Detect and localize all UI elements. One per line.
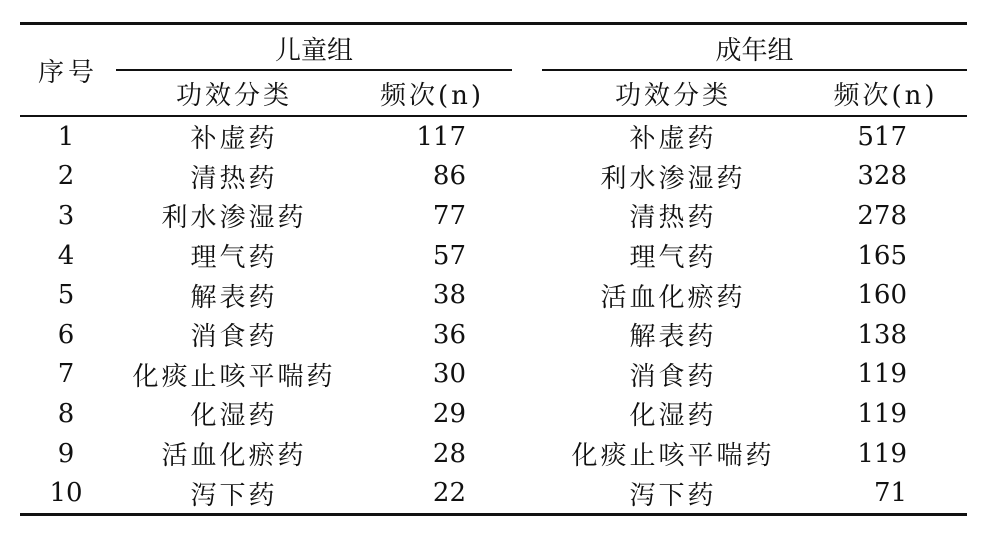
group-gap xyxy=(512,24,542,72)
adult-category-cell: 化痰止咳平喘药 xyxy=(571,441,775,472)
adult-frequency-cell: 119 xyxy=(857,398,908,429)
index-column-header: 序号 xyxy=(20,24,116,117)
row-gap xyxy=(512,473,542,514)
child-frequency-cell: 77 xyxy=(432,200,467,231)
adult-frequency-header: 频次(n) xyxy=(804,71,967,116)
child-category-cell: 解表药 xyxy=(190,282,278,313)
header-gap xyxy=(512,71,542,116)
adult-category-cell: 活血化瘀药 xyxy=(600,282,746,313)
child-group-title: 儿童组 xyxy=(275,35,354,66)
table-row xyxy=(20,315,967,355)
row-index: 6 xyxy=(57,319,75,350)
frequency-table-container xyxy=(20,22,967,516)
adult-category-cell: 解表药 xyxy=(629,322,717,353)
adult-frequency-cell: 138 xyxy=(857,319,908,350)
table-row xyxy=(20,116,967,157)
header-row-columns xyxy=(20,71,967,116)
row-gap xyxy=(512,275,542,315)
adult-group-title: 成年组 xyxy=(715,35,794,66)
child-category-cell: 利水渗湿药 xyxy=(161,203,307,234)
child-frequency-cell: 28 xyxy=(432,438,467,469)
row-gap xyxy=(512,157,542,197)
adult-frequency-cell: 517 xyxy=(857,121,908,152)
child-category-cell: 化湿药 xyxy=(190,401,278,432)
row-gap xyxy=(512,196,542,236)
adult-group-underline xyxy=(542,69,967,71)
adult-category-cell: 清热药 xyxy=(629,203,717,234)
table-row xyxy=(20,157,967,197)
table-body xyxy=(20,116,967,514)
herb-efficacy-frequency-table xyxy=(20,22,967,516)
child-category-cell: 补虚药 xyxy=(190,124,278,155)
adult-category-cell: 消食药 xyxy=(629,361,717,392)
table-row xyxy=(20,236,967,276)
row-gap xyxy=(512,434,542,474)
adult-frequency-cell: 119 xyxy=(857,359,908,390)
child-category-cell: 理气药 xyxy=(190,243,278,274)
row-gap xyxy=(512,394,542,434)
row-index: 7 xyxy=(57,359,75,390)
child-frequency-cell: 22 xyxy=(352,473,512,514)
table-row xyxy=(20,275,967,315)
child-category-cell: 消食药 xyxy=(190,322,278,353)
child-category-header: 功效分类 xyxy=(116,71,352,116)
adult-category-header: 功效分类 xyxy=(542,71,804,116)
child-frequency-cell: 57 xyxy=(432,240,467,271)
row-gap xyxy=(512,355,542,395)
child-group-underline xyxy=(116,69,512,71)
child-category-cell: 清热药 xyxy=(190,163,278,194)
row-index: 4 xyxy=(57,240,75,271)
adult-frequency-cell: 165 xyxy=(857,240,908,271)
row-index: 3 xyxy=(57,200,75,231)
child-frequency-cell: 29 xyxy=(432,398,467,429)
adult-category-cell: 化湿药 xyxy=(629,401,717,432)
table-header xyxy=(20,24,967,117)
child-category-cell: 泻下药 xyxy=(116,473,352,514)
row-gap xyxy=(512,116,542,157)
table-row xyxy=(20,434,967,474)
child-frequency-header: 频次(n) xyxy=(352,71,512,116)
adult-group-header xyxy=(542,24,967,72)
row-index: 10 xyxy=(20,473,116,514)
child-category-cell: 化痰止咳平喘药 xyxy=(132,361,336,392)
header-row-groups xyxy=(20,24,967,72)
adult-category-cell: 补虚药 xyxy=(629,124,717,155)
adult-frequency-cell: 160 xyxy=(857,280,908,311)
child-category-cell: 活血化瘀药 xyxy=(161,441,307,472)
adult-category-cell: 泻下药 xyxy=(542,473,804,514)
adult-category-cell: 理气药 xyxy=(629,243,717,274)
table-row xyxy=(20,355,967,395)
row-gap xyxy=(512,315,542,355)
adult-frequency-cell: 119 xyxy=(857,438,908,469)
child-frequency-cell: 117 xyxy=(416,121,467,152)
child-group-header xyxy=(116,24,512,72)
child-frequency-cell: 38 xyxy=(432,280,467,311)
child-frequency-cell: 30 xyxy=(432,359,467,390)
row-index: 9 xyxy=(57,438,75,469)
child-frequency-cell: 36 xyxy=(432,319,467,350)
adult-frequency-cell: 278 xyxy=(857,200,908,231)
row-index: 8 xyxy=(57,398,75,429)
row-index: 1 xyxy=(57,121,75,152)
child-frequency-cell: 86 xyxy=(432,161,467,192)
table-row xyxy=(20,473,967,514)
row-gap xyxy=(512,236,542,276)
adult-frequency-cell: 71 xyxy=(804,473,967,514)
adult-frequency-cell: 328 xyxy=(857,161,908,192)
table-row xyxy=(20,394,967,434)
row-index: 5 xyxy=(57,280,75,311)
row-index: 2 xyxy=(57,161,75,192)
table-row xyxy=(20,196,967,236)
adult-category-cell: 利水渗湿药 xyxy=(600,163,746,194)
